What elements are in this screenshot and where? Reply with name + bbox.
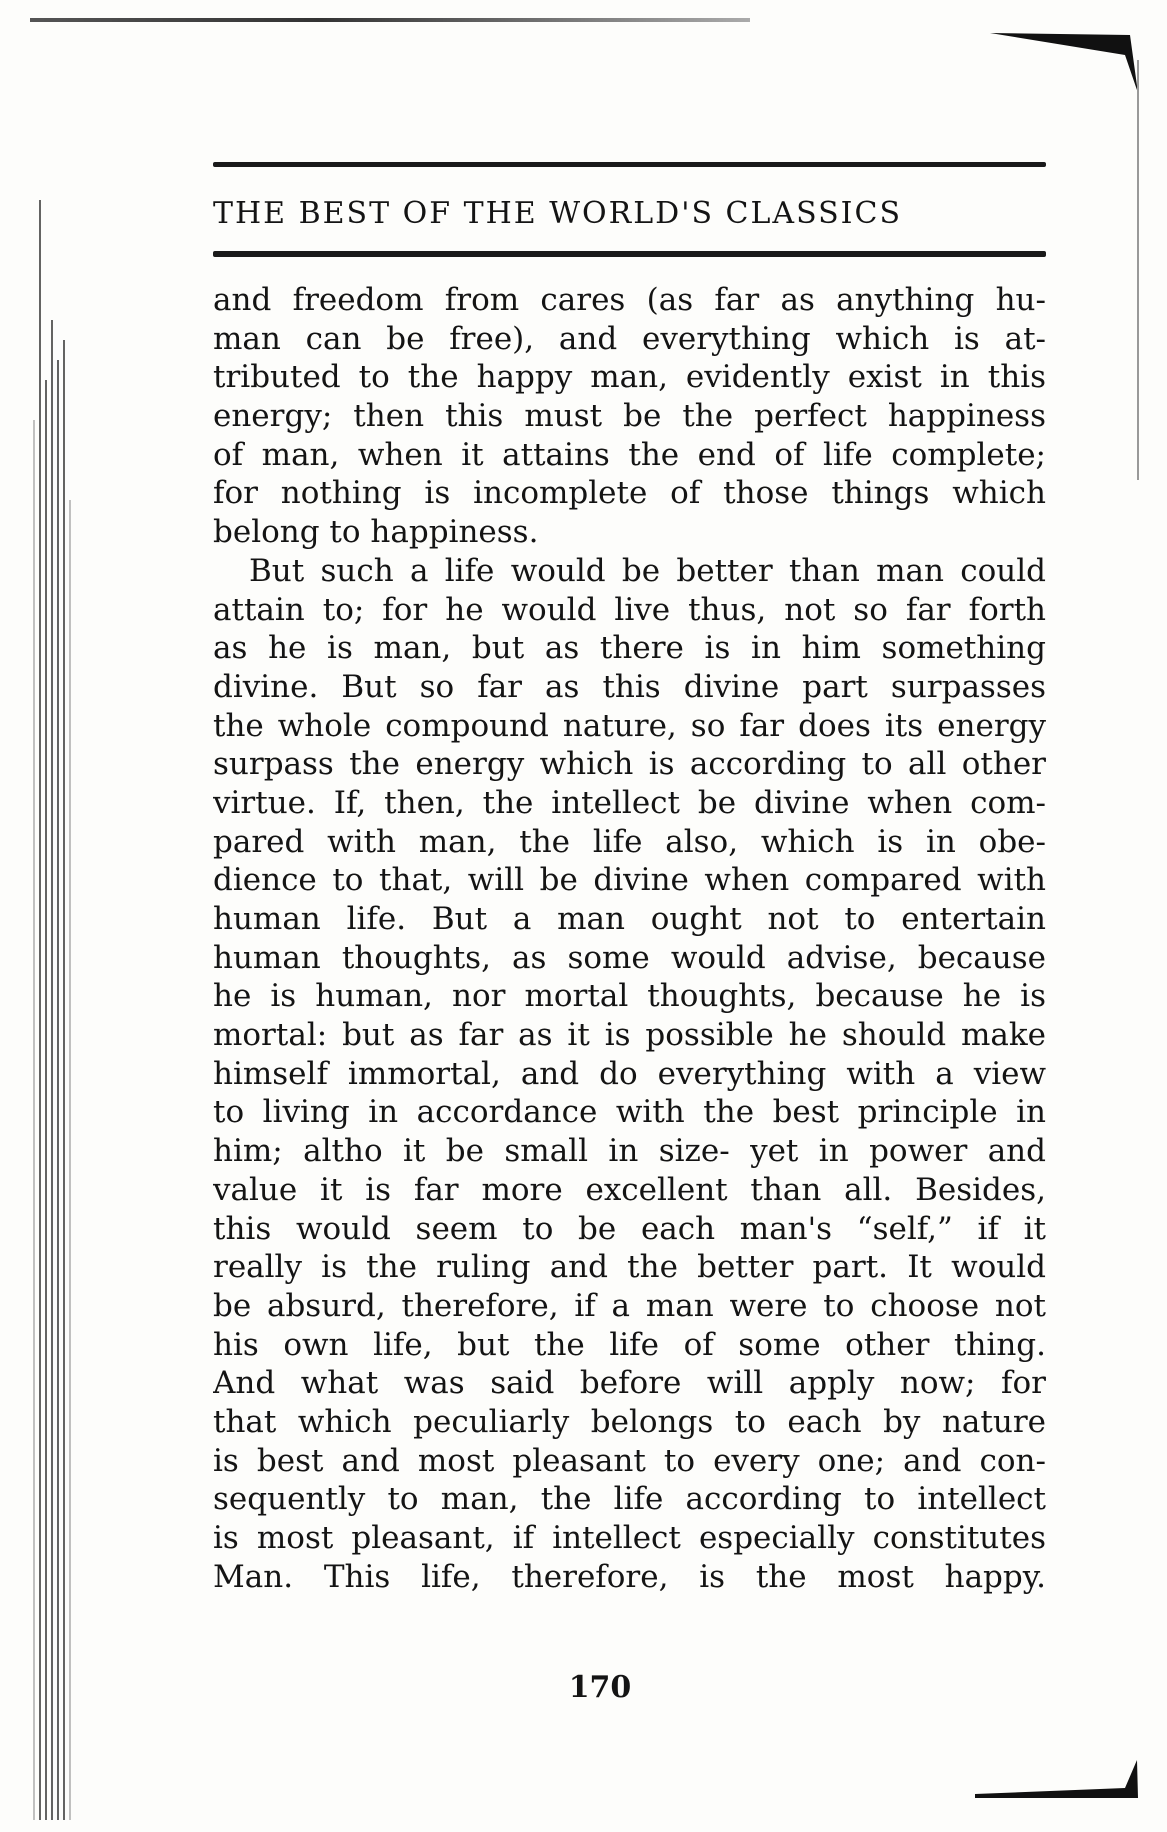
text-line: really is the ruling and the better part. It would [213, 1249, 1046, 1286]
header-rule-bottom [213, 251, 1046, 257]
text-line: him; altho it be small in size- yet in power and [213, 1133, 1046, 1170]
text-line: himself immortal, and do everything with a view [213, 1055, 1046, 1092]
text-line: this would seem to be each man's “self,” if it [213, 1210, 1046, 1247]
text-line: is most pleasant, if intellect especially constitutes [213, 1520, 1046, 1556]
text-line: the whole compound nature, so far does its energy [213, 707, 1046, 744]
page-edge-right [1137, 60, 1139, 480]
text-line: But such a life would be better than man could [249, 552, 1046, 589]
page-number: 170 [568, 1670, 632, 1705]
text-line: is best and most pleasant to every one; and con- [213, 1442, 1046, 1479]
text-line: his own life, but the life of some other thing. [213, 1326, 1046, 1363]
text-line: he is human, nor mortal thoughts, because he is [213, 978, 1046, 1015]
text-line: belong to happiness. [213, 514, 539, 551]
body-text [213, 281, 1046, 1596]
text-line: pared with man, the life also, which is in obe- [213, 823, 1046, 860]
text-line: energy; then this must be the perfect happiness [213, 398, 1046, 435]
text-line: and freedom from cares (as far as anything hu- [213, 282, 1046, 318]
text-line: And what was said before will apply now; for [213, 1365, 1046, 1402]
text-line: as he is man, but as there is in him something [213, 630, 1046, 667]
binding-edge [22, 200, 82, 1820]
running-head: THE BEST OF THE WORLD'S CLASSICS [213, 196, 903, 231]
text-line: that which peculiarly belongs to each by nature [213, 1403, 1046, 1440]
text-line: sequently to man, the life according to intellect [213, 1481, 1046, 1518]
corner-mark-bottom [975, 1750, 1140, 1800]
text-line: human life. But a man ought not to entertain [213, 901, 1046, 937]
text-line: man can be free), and everything which is at- [213, 320, 1046, 357]
text-line: attain to; for he would live thus, not so far forth [213, 591, 1046, 628]
header-rule-top [213, 162, 1046, 167]
text-line: for nothing is incomplete of those things which [213, 475, 1046, 512]
text-line: surpass the energy which is according to all other [213, 746, 1046, 783]
text-line: Man. This life, therefore, is the most happy. [213, 1558, 1046, 1595]
text-line: of man, when it attains the end of life complete; [213, 436, 1046, 473]
text-line: human thoughts, as some would advise, because [213, 939, 1046, 976]
scan-edge-line [30, 18, 750, 22]
text-line: value it is far more excellent than all. Besides, [213, 1171, 1046, 1208]
text-line: mortal: but as far as it is possible he should make [213, 1017, 1046, 1054]
text-line: dience to that, will be divine when compared with [213, 862, 1046, 899]
text-line: divine. But so far as this divine part surpasses [213, 668, 1046, 705]
text-line: tributed to the happy man, evidently exist in this [213, 359, 1046, 396]
text-line: to living in accordance with the best principle in [213, 1094, 1046, 1131]
corner-mark-top [990, 25, 1140, 95]
text-line: be absurd, therefore, if a man were to choose not [213, 1287, 1046, 1324]
text-line: virtue. If, then, the intellect be divine when com- [213, 784, 1046, 821]
